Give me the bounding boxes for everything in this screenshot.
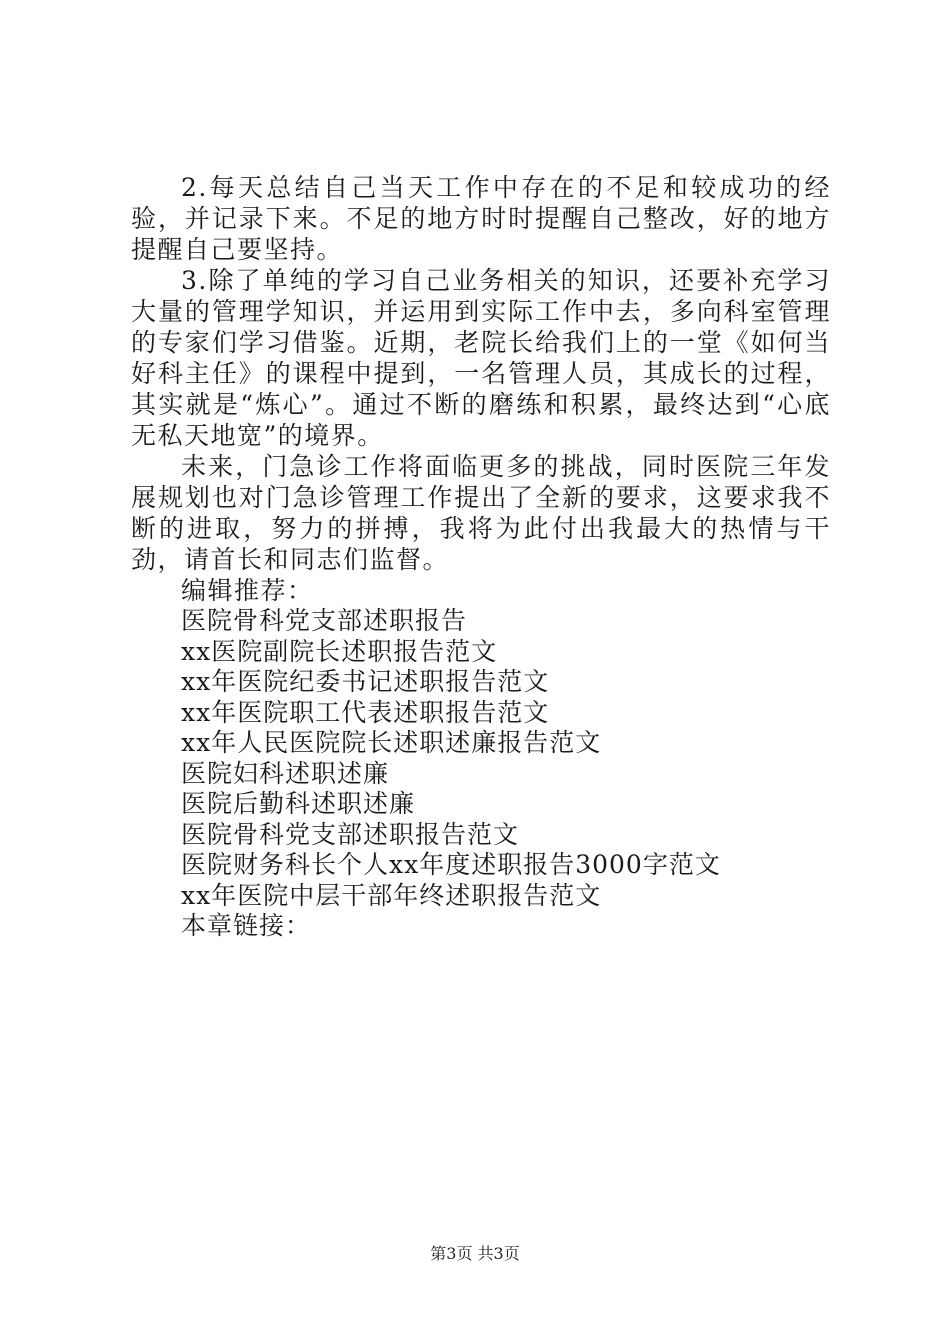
chapter-link-label: 本章链接： <box>181 911 312 940</box>
recommend-item[interactable]: xx年医院职工代表述职报告范文 <box>181 697 550 727</box>
recommend-item[interactable]: xx年医院纪委书记述职报告范文 <box>181 667 550 696</box>
document-body <box>131 172 831 942</box>
recommend-item[interactable]: xx年人民医院院长述职述廉报告范文 <box>181 728 602 757</box>
paragraph-point-2: 2.每天总结自己当天工作中存在的不足和较成功的经验，并记录下来。不足的地方时时提醒自己整改，好的地方提醒自己要坚持。 <box>131 173 831 264</box>
recommend-item[interactable]: xx医院副院长述职报告范文 <box>181 636 498 666</box>
recommend-item[interactable]: 医院骨科党支部述职报告范文 <box>181 819 520 849</box>
paragraph-future: 未来，门急诊工作将面临更多的挑战，同时医院三年发展规划也对门急诊管理工作提出了全新的要求，这要求我不断的进取，努力的拼搏，我将为此付出我最大的热情与干劲，请首长和同志们监督。 <box>131 452 831 574</box>
recommend-item[interactable]: 医院骨科党支部述职报告 <box>181 606 468 635</box>
recommend-item[interactable]: 医院妇科述职述廉 <box>181 758 390 788</box>
recommend-item[interactable]: 医院财务科长个人xx年度述职报告3000字范文 <box>181 850 721 879</box>
recommend-item[interactable]: 医院后勤科述职述廉 <box>181 789 416 818</box>
recommend-item[interactable]: xx年医院中层干部年终述职报告范文 <box>181 880 602 910</box>
paragraph-point-3: 3.除了单纯的学习自己业务相关的知识，还要补充学习大量的管理学知识，并运用到实际工作中去，多向科室管理的专家们学习借鉴。近期，老院长给我们上的一堂《如何当好科主任》的课程中提到，一名管理人员，其成长的过程，其实就是“炼心”。通过不断的磨练和积累，最终达到“心底无私天地宽”的境界。 <box>131 266 831 450</box>
page-footer: 第3页 共3页 <box>430 1244 520 1263</box>
recommend-label: 编辑推荐： <box>181 576 314 605</box>
recommend-list <box>131 606 831 942</box>
